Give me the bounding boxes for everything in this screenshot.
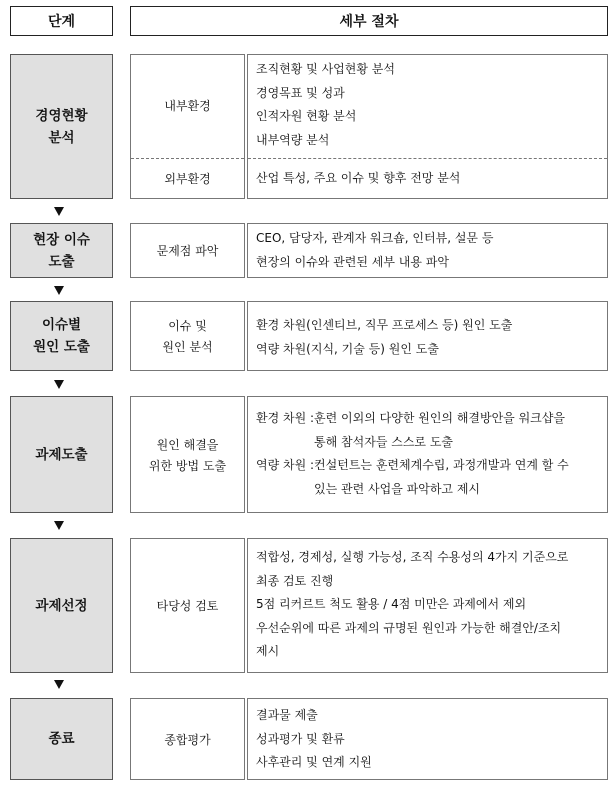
detail-line: 우선순위에 따른 과제의 규명된 원인과 가능한 해결안/조치 <box>256 620 562 635</box>
detail-line: 산업 특성, 주요 이슈 및 향후 전망 분석 <box>256 171 461 186</box>
stage-box-task-derivation: 과제도출 <box>10 396 113 513</box>
detail-column-stage-2 <box>247 223 608 278</box>
detail-line: 내부역량 분석 <box>256 132 330 147</box>
down-arrow-icon <box>54 207 64 216</box>
detail-environment-dimension <box>256 407 599 454</box>
category-column-stage-1 <box>130 54 245 199</box>
detail-line: 사후관리 및 연계 지원 <box>256 755 372 769</box>
category-column-stage-4 <box>130 396 245 513</box>
detail-column-stage-4 <box>247 396 608 513</box>
detail-line: 결과물 제출 <box>256 708 318 722</box>
stage-box-completion: 종료 <box>10 698 113 780</box>
detail-line: 제시 <box>256 644 280 658</box>
detail-line: 경영목표 및 성과 <box>256 85 345 100</box>
dimension-text: 컨설턴트는 훈련체계수립, 과정개발과 연계 할 수 있는 관련 사업을 파악하고 제시 <box>314 458 569 496</box>
down-arrow-icon <box>54 521 64 530</box>
detail-line: 조직현황 및 사업현황 분석 <box>256 62 395 76</box>
stage-box-field-issues: 현장 이슈 도출 <box>10 223 113 278</box>
category-internal-environment: 내부환경 <box>164 99 211 113</box>
category-problem-identification: 문제점 파악 <box>156 244 219 258</box>
category-column-stage-5 <box>130 538 245 673</box>
detail-capability-dimension <box>256 454 599 501</box>
detail-column-stage-1 <box>247 54 608 199</box>
category-column-stage-3 <box>130 301 245 371</box>
detail-line: 역량 차원(지식, 기술 등) 원인 도출 <box>256 341 439 356</box>
detail-line: 5점 리커르트 척도 활용 / 4점 미만은 과제에서 제외 <box>256 597 527 611</box>
detail-line: 성과평가 및 환류 <box>256 731 345 746</box>
category-feasibility-review: 타당성 검토 <box>156 599 219 613</box>
down-arrow-icon <box>54 286 64 295</box>
detail-issue-cause-analysis <box>248 314 607 364</box>
stage-box-management-analysis: 경영현황 분석 <box>10 54 113 199</box>
detail-column-stage-6 <box>247 698 608 780</box>
detail-column-stage-3 <box>247 301 608 371</box>
detail-line: CEO, 담당자, 관계자 워크숍, 인터뷰, 설문 등 <box>256 231 494 245</box>
detail-overall-evaluation <box>248 704 607 778</box>
detail-line: 최종 검토 진행 <box>256 573 334 588</box>
category-external-environment: 외부환경 <box>164 171 211 186</box>
procedure-column-header: 세부 절차 <box>130 6 608 36</box>
dimension-text: 훈련 이외의 다양한 원인의 해결방안을 워크샵을 통해 참석자들 스스로 도출 <box>314 411 565 449</box>
category-issue-cause-analysis: 이슈 및 원인 분석 <box>162 319 213 354</box>
category-column-stage-2 <box>130 223 245 278</box>
detail-column-stage-5 <box>247 538 608 673</box>
dimension-label: 환경 차원 : <box>256 411 315 425</box>
category-column-stage-6 <box>130 698 245 780</box>
detail-line: 현장의 이슈와 관련된 세부 내용 파악 <box>256 254 449 269</box>
detail-line: 환경 차원(인센티브, 직무 프로세스 등) 원인 도출 <box>256 318 513 332</box>
detail-line: 인적자원 현황 분석 <box>256 109 357 123</box>
detail-solution-derivation <box>248 407 607 507</box>
detail-line: 적합성, 경제성, 실행 가능성, 조직 수용성의 4가지 기준으로 <box>256 550 569 564</box>
stage-box-task-selection: 과제선정 <box>10 538 113 673</box>
down-arrow-icon <box>54 380 64 389</box>
dimension-label: 역량 차원 : <box>256 458 315 472</box>
down-arrow-icon <box>54 680 64 689</box>
category-overall-evaluation: 종합평가 <box>164 732 211 747</box>
detail-feasibility-review <box>248 546 607 670</box>
detail-external-environment <box>248 158 607 200</box>
stage-column-header: 단계 <box>10 6 113 36</box>
detail-internal-environment <box>248 58 607 158</box>
stage-box-cause-derivation: 이슈별 원인 도출 <box>10 301 113 371</box>
category-solution-derivation: 원인 해결을 위한 방법 도출 <box>148 437 227 473</box>
detail-problem-identification <box>248 227 607 277</box>
